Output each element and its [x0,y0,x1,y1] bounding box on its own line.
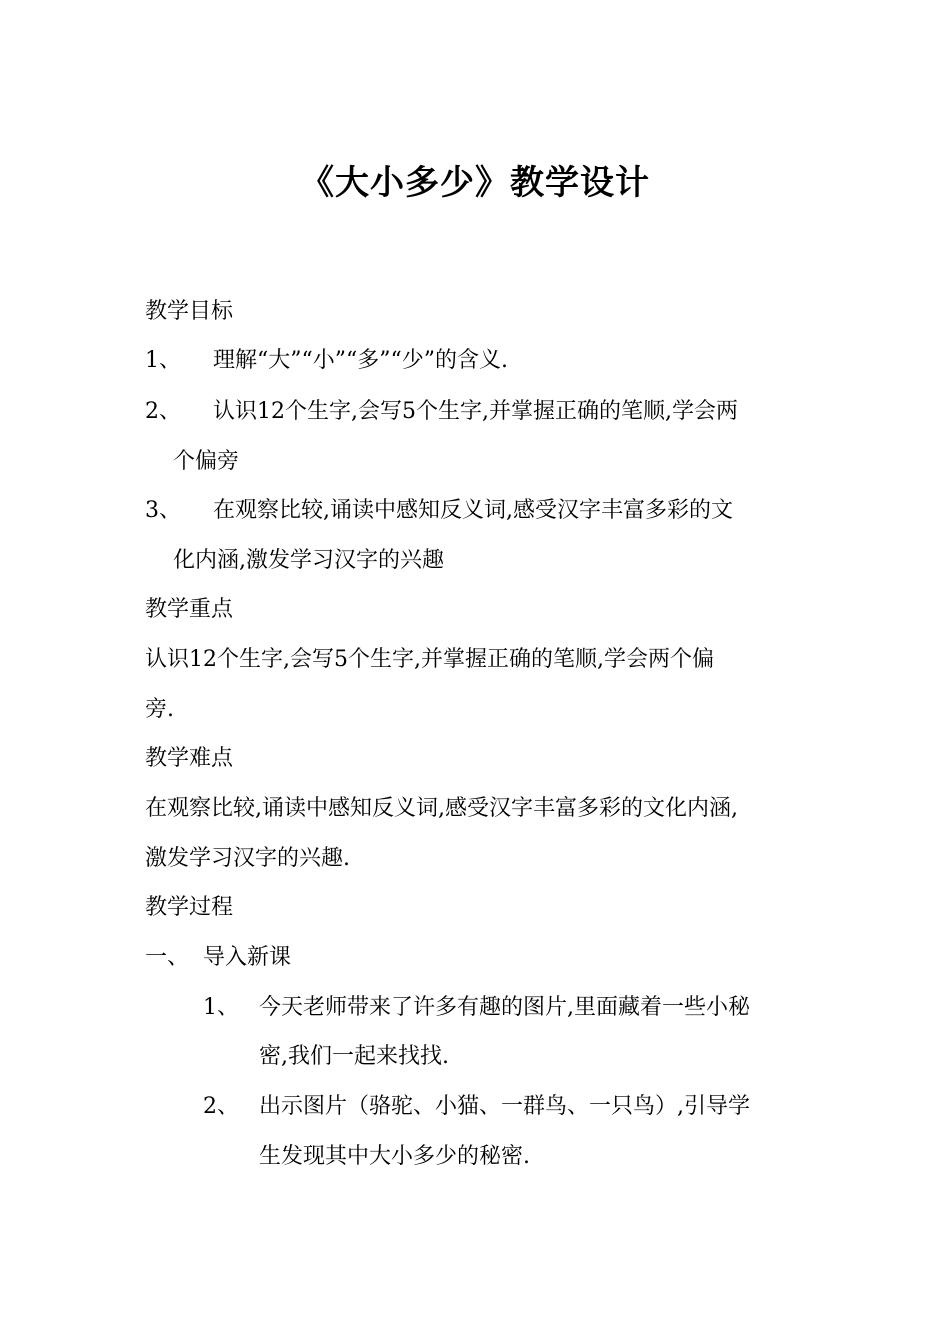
key-points-text-line2: 旁. [145,697,174,722]
objective-3-number: 3、 [145,498,181,523]
objective-2-number: 2、 [145,399,181,424]
key-points-heading: 教学重点 [145,597,234,622]
difficulties-text-line2: 激发学习汉字的兴趣. [145,846,350,871]
objective-1-text: 理解“大”“小”“多”“少”的含义. [213,348,508,373]
objective-2-text-line2: 个偏旁 [173,449,240,474]
objective-2-text-line1: 认识12个生字,会写5个生字,并掌握正确的笔顺,学会两 [213,399,738,424]
step-1-text-line1: 今天老师带来了许多有趣的图片,里面藏着一些小秘 [259,995,750,1020]
step-2-text-line1: 出示图片（骆驼、小猫、一群鸟、一只鸟）,引导学 [259,1094,750,1119]
difficulties-text-line1: 在观察比较,诵读中感知反义词,感受汉字丰富多彩的文化内涵, [145,796,738,821]
key-points-text-line1: 认识12个生字,会写5个生字,并掌握正确的笔顺,学会两个偏 [145,647,714,672]
section-1-number: 一、 [145,945,190,970]
document-title: 《大小多少》教学设计 [300,163,650,203]
objective-3-text-line2: 化内涵,激发学习汉字的兴趣 [173,548,444,573]
step-2-number: 2、 [203,1094,239,1119]
step-2-text-line2: 生发现其中大小多少的秘密. [259,1144,530,1169]
difficulties-heading: 教学难点 [145,746,234,771]
section-1-title: 导入新课 [203,945,292,970]
objectives-heading: 教学目标 [145,299,234,324]
objective-1-number: 1、 [145,348,181,373]
objective-3-text-line1: 在观察比较,诵读中感知反义词,感受汉字丰富多彩的文 [213,498,733,523]
step-1-text-line2: 密,我们一起来找找. [259,1044,449,1069]
step-1-number: 1、 [203,995,239,1020]
process-heading: 教学过程 [145,895,234,920]
